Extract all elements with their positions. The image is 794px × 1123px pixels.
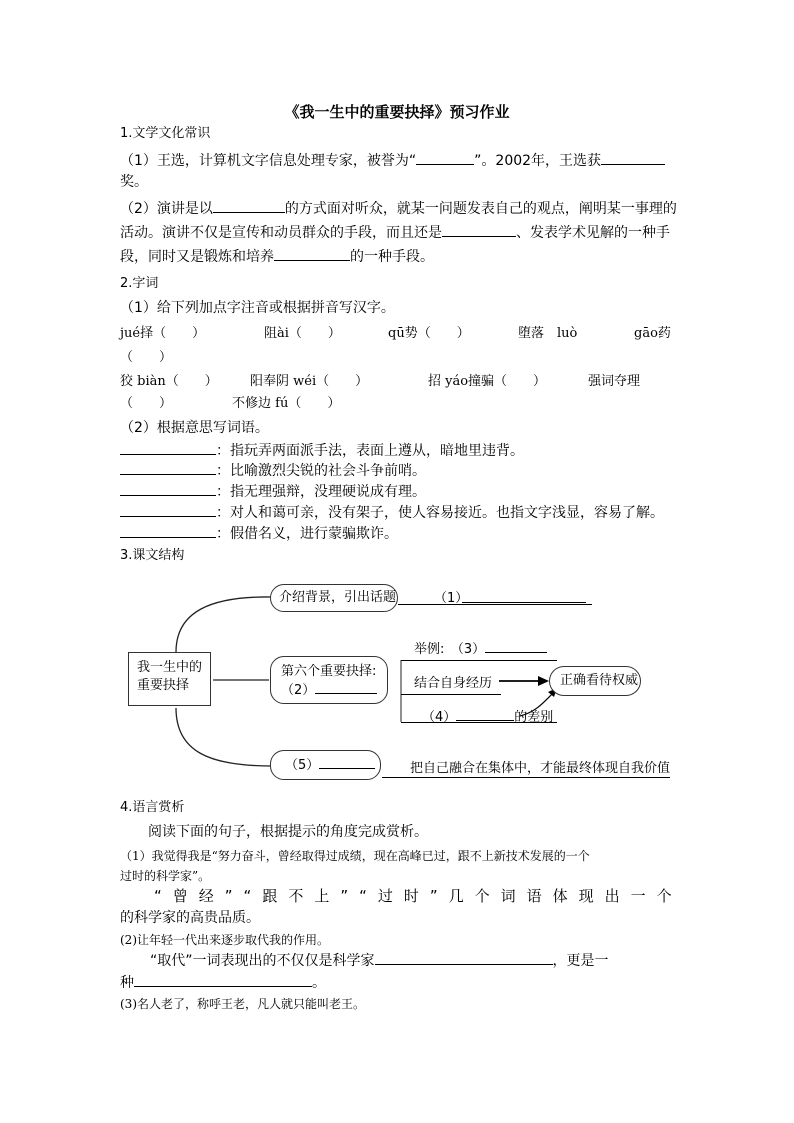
own-experience-label: 结合自身经历	[414, 676, 493, 691]
definition-row: ：假借名义，进行蒙骗欺诈。	[120, 523, 398, 544]
value-box: （5）	[270, 750, 381, 780]
definition-row: ：指无理强辩，没理硬说成有理。	[120, 481, 426, 502]
collective-label: 把自己融合在集体中，才能最终体现自我价值	[410, 761, 671, 776]
section-1-heading: 1.文学文化常识	[120, 126, 211, 141]
example-label: 举例: （3）	[414, 638, 547, 657]
section-4-heading: 4.语言赏析	[120, 800, 185, 815]
blank	[375, 950, 553, 965]
pinyin-item: （ ）	[120, 350, 173, 365]
blank	[485, 640, 547, 653]
definition-row: ：比喻激烈尖锐的社会斗争前哨。	[120, 460, 426, 481]
pinyin-item: jué择（ ）	[120, 326, 206, 341]
pinyin-item: 阻ài（ ）	[264, 326, 341, 341]
pinyin-item: gāo药	[634, 326, 671, 341]
quote-1-line-2: 过时的科学家”。	[120, 869, 211, 883]
pinyin-item: （ ）	[120, 396, 173, 411]
definition-row: ：对人和蔼可亲，没有架子，使人容易接近。也指文字浅显，容易了解。	[120, 502, 664, 523]
subquestion-2-1: （1）给下列加点字注音或根据拼音写汉字。	[120, 300, 395, 316]
blank	[462, 602, 586, 603]
pinyin-item: 阳奉阴 wéi（ ）	[250, 374, 369, 389]
root-box: 我一生中的 重要抉择	[128, 652, 211, 706]
divider-line	[398, 604, 592, 605]
question-1-1-end: 奖。	[120, 174, 148, 190]
blank	[134, 972, 312, 987]
blank-1-label: （1）	[434, 591, 469, 606]
analysis-1-end: 的科学家的高贵品质。	[120, 910, 260, 926]
subquestion-2-2: （2）根据意思写词语。	[120, 420, 269, 436]
quote-2: (2)让年轻一代出来逐步取代我的作用。	[120, 933, 329, 947]
analysis-1-prompt: “曾经”“跟不上”“过时”几个词语体现出一个	[154, 887, 683, 905]
question-1-2: （2）演讲是以 的方式面对听众，就某一问题发表自己的观点，阐明某一事理的	[120, 198, 677, 219]
pinyin-item: 不修边 fú（ ）	[232, 396, 341, 411]
analysis-2-line-1: “取代”一词表现出的不仅仅是科学家 ，更是一	[150, 950, 609, 971]
important-choice-box: 第六个重要抉择: （2）	[270, 656, 388, 704]
authority-box: 正确看待权威	[549, 666, 641, 696]
divider-line	[401, 694, 501, 695]
divider-line	[401, 722, 557, 723]
background-box: 介绍背景，引出话题	[270, 584, 398, 612]
question-1-1: （1）王选，计算机文字信息处理专家，被誉为“ ”。2002年，王选获	[120, 150, 665, 171]
section-3-heading: 3.课文结构	[120, 548, 185, 563]
question-1-2-line2: 活动。演讲不仅是宣传和动员群众的手段，而且还是 、发表学术见解的一种手	[120, 222, 670, 243]
blank	[319, 756, 375, 769]
pinyin-item: 招 yáo撞骗（ ）	[428, 374, 547, 389]
difference-label: （4） 的差别	[422, 710, 554, 725]
definition-row: ：指玩弄两面派手法，表面上遵从，暗地里违背。	[120, 440, 524, 461]
quote-3: (3)名人老了，称呼王老，凡人就只能叫老王。	[120, 997, 365, 1011]
blank	[315, 681, 377, 694]
pinyin-item: 狡 biàn（ ）	[120, 374, 218, 389]
pinyin-item: 堕落 luò	[518, 326, 578, 341]
quote-1-line-1: （1）我觉得我是“努力奋斗，曾经取得过成绩，现在高峰已过，跟不上新技术发展的一个	[120, 849, 590, 863]
divider-line	[382, 777, 670, 778]
section-2-heading: 2.字词	[120, 276, 159, 291]
page-title: 《我一生中的重要抉择》预习作业	[284, 103, 510, 121]
question-1-2-line3: 段，同时又是锻炼和培养 的一种手段。	[120, 246, 434, 267]
pinyin-item: qū势（ ）	[388, 326, 470, 341]
section-4-intro: 阅读下面的句子，根据提示的角度完成赏析。	[148, 824, 428, 840]
pinyin-item: 强词夺理	[588, 374, 641, 389]
divider-line	[401, 660, 557, 661]
analysis-2-line-2: 种 。	[120, 972, 326, 993]
blank	[456, 708, 514, 721]
